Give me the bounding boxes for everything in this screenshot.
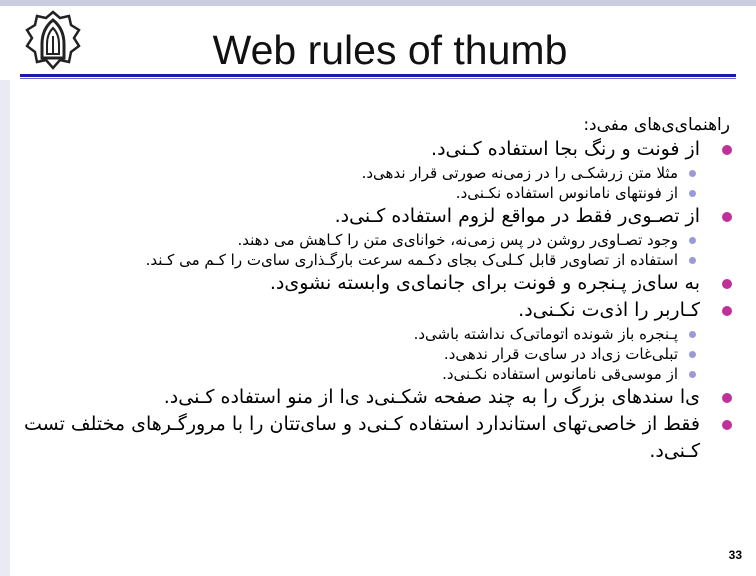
bullet-text: از فونت و رنگ بجا استفاده کـنی‌د.	[431, 138, 700, 160]
bullet-text: ی‌ا سندهای بزرگ را به چند صفحه شکـنی‌د ی‌ا از منو استفاده کـنی‌د.	[163, 386, 700, 408]
bullet-dot-icon	[722, 420, 732, 430]
bullet-text: از فونتهای نامانوس استفاده نکـنی‌د.	[455, 184, 678, 202]
bullet-item	[20, 297, 730, 324]
bullet-text: استفاده از تصاوی‌ر قابل کـلی‌ک بجای دکـمه سرعت بارگـذاری سای‌ت را کـم می کـند.	[145, 251, 678, 269]
bullet-item	[20, 411, 730, 465]
bullet-item	[20, 384, 730, 411]
bullet-text: مثلا متن زرشکـی را در زمی‌نه صورتی قرار ندهی‌د.	[361, 164, 678, 182]
sub-bullet-item	[20, 183, 730, 203]
sub-bullet-dot-icon	[689, 371, 696, 378]
sub-bullet-dot-icon	[689, 237, 696, 244]
bullet-text: فقط از خاصی‌تهای استاندارد استفاده کـنی‌د و سای‌تتان را با مرورگـرهای مختلف تست کـنی‌د.	[23, 413, 700, 462]
sub-bullet-dot-icon	[689, 170, 696, 177]
title-underline	[20, 74, 736, 77]
sub-bullet-item	[20, 344, 730, 364]
sub-bullet-item	[20, 163, 730, 183]
bullet-item	[20, 270, 730, 297]
sub-bullet-item	[20, 324, 730, 344]
bullet-item	[20, 203, 730, 230]
slide-header	[0, 0, 756, 78]
bullet-dot-icon	[722, 212, 732, 222]
university-emblem-icon	[24, 10, 82, 70]
left-accent-bar	[0, 80, 10, 576]
bullet-text: وجود تصـاوی‌ر روشن در پس زمی‌نه، خوانای‌ی متن را کـاهش می دهند.	[237, 231, 678, 249]
bullet-text: از تصـوی‌ر فقط در مواقع لزوم استفاده کـنی‌د.	[334, 205, 700, 227]
sub-bullet-dot-icon	[689, 257, 696, 264]
sub-bullet-dot-icon	[689, 331, 696, 338]
sub-bullet-item	[20, 250, 730, 270]
bullet-text: از موسی‌قی نامانوس استفاده نکـنی‌د.	[442, 365, 678, 383]
content-intro: راهنمای‌ی‌های مفی‌د:	[583, 115, 730, 135]
bullet-text: کـاربر را اذی‌ت نکـنی‌د.	[518, 299, 700, 321]
bullet-text: به سای‌ز پـنجره و فونت برای جانمای‌ی وابسته نشوی‌د.	[269, 272, 700, 294]
bullet-dot-icon	[722, 306, 732, 316]
page-number: 33	[728, 548, 742, 562]
sub-bullet-item	[20, 230, 730, 250]
bullet-dot-icon	[722, 145, 732, 155]
sub-bullet-dot-icon	[689, 190, 696, 197]
sub-bullet-item	[20, 364, 730, 384]
bullet-dot-icon	[722, 393, 732, 403]
slide-content	[20, 114, 730, 465]
bullet-text: تبلی‌غات زی‌اد در سای‌ت قرار ندهی‌د.	[443, 345, 678, 363]
bullet-item	[20, 136, 730, 163]
bullet-list	[20, 136, 730, 465]
bullet-dot-icon	[722, 279, 732, 289]
sub-bullet-dot-icon	[689, 351, 696, 358]
header-band	[0, 0, 756, 6]
slide-title: Web rules of thumb	[212, 27, 568, 73]
title-underline-thin	[20, 78, 736, 79]
bullet-text: پـنجره باز شونده اتوماتی‌ک نداشته باشی‌د.	[413, 325, 678, 343]
